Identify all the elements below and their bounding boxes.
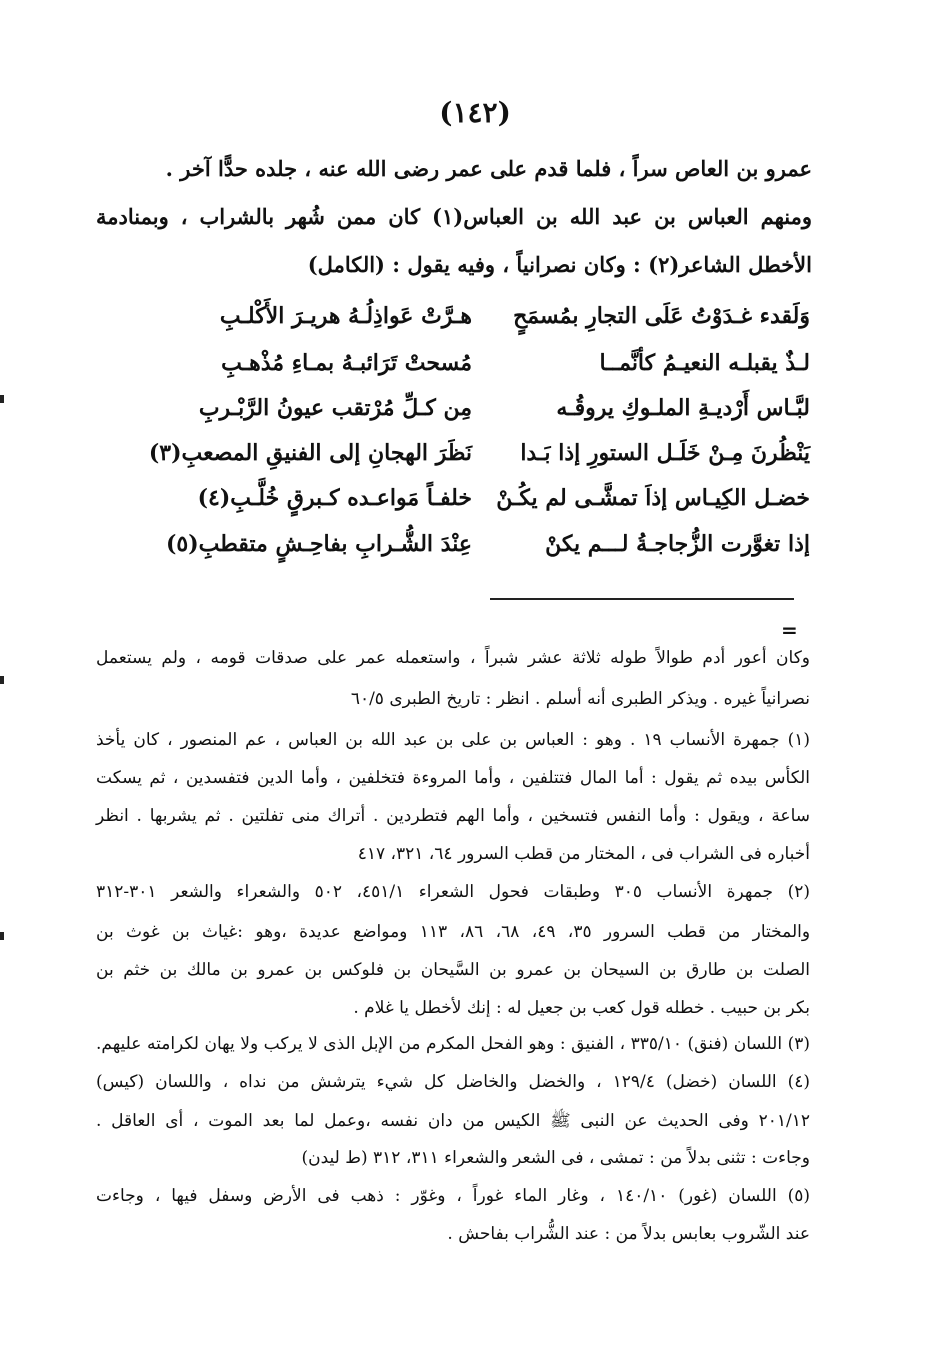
page-number: (١٤٢): [439, 96, 511, 129]
verse-second-hemistich: خلفـاً مَواعـده كـبرقٍ خُلَّـبِ(٤): [197, 485, 472, 511]
verse-second-hemistich: مُسحتْ تَرَائبـهُ بمـاءِ مُذْهـبِ: [221, 350, 472, 376]
footnote-line: ساعة ، ويقول : وأما النفس فتسخين ، وأما الهم فتطردين . أتراك منى تفلتين . ثم يشربها . انظر: [96, 806, 810, 826]
verse-second-hemistich: هـرَّتْ عَواذِلُـهُ هريـرَ الأَكْلـبِ: [219, 303, 472, 329]
footnote-line: (٢) جمهرة الأنساب ٣٠٥ وطبقات فحول الشعراء ٤٥١/١، ٥٠٢ والشعراء والشعر ٣٠١-٣١٢: [96, 882, 810, 902]
verse-second-hemistich: عِنْدَ الشُّـرابِ بفاحِـشٍ متقطبِ(٥): [165, 531, 472, 557]
body-text-line: ومنهم العباس بن عبد الله بن العباس(١) كان ممن شُهر بالشراب ، وبمنادمة: [96, 204, 812, 229]
scan-mark: [0, 932, 4, 940]
verse-first-hemistich: إذا تغوَّرت الزُّجاجـةُ لـــم يكنْ: [545, 531, 810, 557]
footnote-line: وكان أعور أدم طوالاً طوله ثلاثة عشر شبراً ، واستعمله عمر على صدقات قومه ، ولم يستعمل: [96, 648, 810, 668]
footnote-line: (٣) اللسان (فنق) ٣٣٥/١٠ ، الفنيق : وهو الفحل المكرم من الإبل الذى لا يركب ولا يهان لكرامته عليهم.: [96, 1034, 810, 1054]
verse-first-hemistich: خضـل الكِيـاس إذاَ تمشَّـى لم يكُـنْ: [496, 485, 810, 511]
verse-first-hemistich: لبَّـاس أَرْديـةِ الملـوكِ يروقُـه: [556, 395, 810, 421]
continuation-mark: =: [781, 618, 798, 642]
footnote-line: (٤) اللسان (خضل) ١٢٩/٤ ، والخضل والخاضل كل شيء يترشش من نداه ، واللسان (كيس): [96, 1072, 810, 1092]
scan-mark: [0, 395, 4, 403]
footnote-line: الصلت بن طارق بن السيحان بن عمرو بن السَّيحان بن فلوكس بن عمرو بن مالك بن خثم بن: [96, 960, 810, 980]
footnote-line: أخباره فى الشراب فى ، المختار من قطب السرور ٦٤، ٣٢١، ٤١٧: [357, 844, 810, 864]
footnote-line: (٥) اللسان (غور) ١٤٠/١٠ ، وغار الماء غوراً ، وغوّر : ذهب فى الأرض وسفل فيها ، وجاءت: [96, 1186, 811, 1206]
verse-first-hemistich: لـذٌ يقبلـه النعيـمُ كأنَّمــا: [599, 350, 810, 376]
footnote-line: نصرانياً غيره . ويذكر الطبرى أنه أسلم . انظر : تاريخ الطبرى ٦٠/٥: [350, 689, 810, 709]
scan-mark: [0, 676, 4, 684]
verse-second-hemistich: نَظَرَ الهجانِ إلى الفنيقِ المصعبِ(٣): [148, 440, 472, 466]
footnote-line: بكر بن حبيب . خطله قول كعب بن جعيل له : إنك لأخطل يا غلام .: [353, 998, 810, 1018]
footnote-line: وجاءت : تثنى بدلاً من : تمشى ، فى الشعر والشعراء ٣١١، ٣١٢ (ط ليدن): [301, 1148, 810, 1168]
verse-first-hemistich: وَلَقدء غـدَوْتُ عَلَى التجارِ بمُسمَحٍ: [513, 303, 810, 329]
body-text-line: الأخطل الشاعر(٢) : وكان نصرانياً ، وفيه يقول : (الكامل): [307, 252, 812, 277]
footnote-line: ٢٠١/١٢ وفى الحديث عن النبى ﷺ الكيس من دان نفسه ،وعمل لما بعد الموت ، أى العاقل .: [96, 1111, 810, 1131]
footnote-line: الكأس بيده ثم يقول : أما المال فتتلفين ، وأما المروءة فتخلفين ، وأما الدين فتفسدين ، ثم يسكت: [96, 768, 810, 788]
footnote-line: والمختار من قطب السرور ٣٥، ٤٩، ٦٨، ٨٦، ١١٣ ومواضع عديدة ،وهو :غياث بن غوث بن: [96, 922, 811, 942]
verse-second-hemistich: مِن كـلِّ مُرْتقب عيونُ الرَّبْـربِ: [198, 395, 472, 421]
footnote-divider: [490, 598, 794, 600]
body-text-line: عمرو بن العاص سراً ، فلما قدم على عمر رضى الله عنه ، جلده حدًّا آخر .: [165, 156, 812, 181]
footnote-line: (١) جمهرة الأنساب ١٩ . وهو : العباس بن على بن عبد الله بن العباس ، عم المنصور ، كان يأخذ: [96, 730, 810, 750]
footnote-line: عند الشّروب بعابس بدلاً من : عند الشُّراب بفاحش .: [447, 1224, 810, 1244]
verse-first-hemistich: يَنْظُرنَ مِـنْ خَلَـل الستورِ إذا بَـدا: [520, 440, 810, 466]
